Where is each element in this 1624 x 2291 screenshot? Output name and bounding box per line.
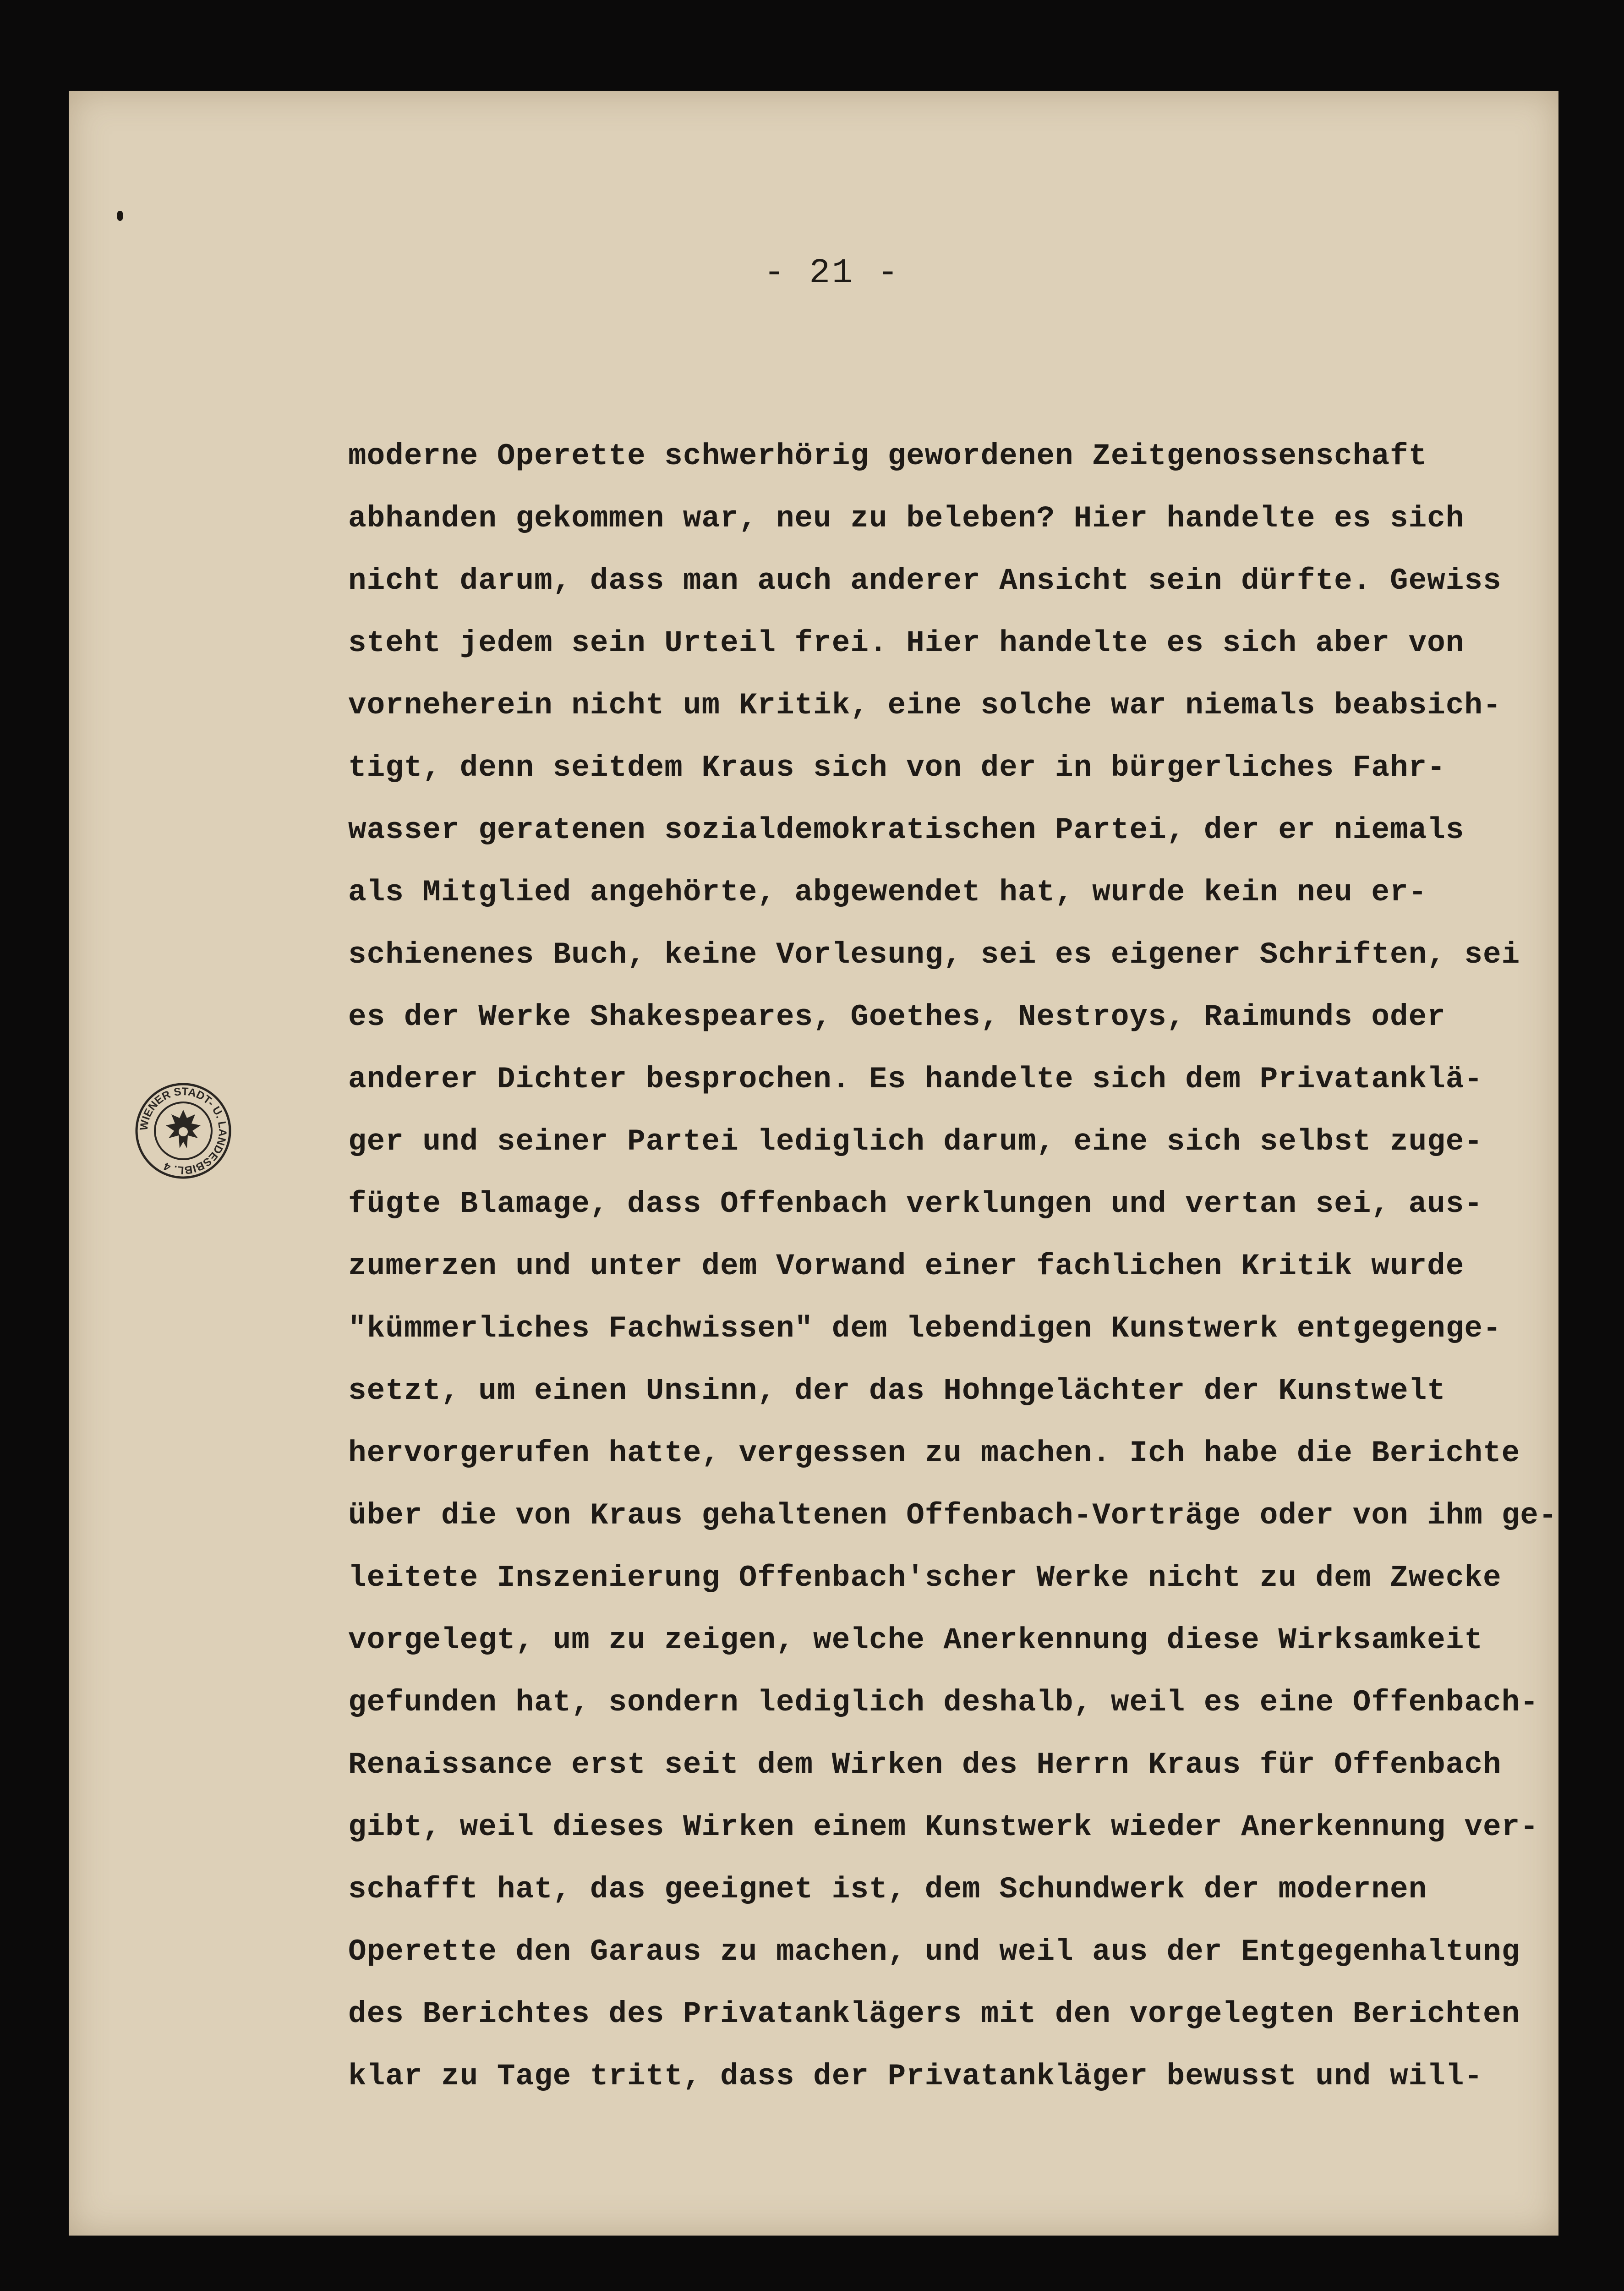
- text-line: ger und seiner Partei lediglich darum, eine sich selbst zuge-: [348, 1124, 1483, 1159]
- text-line: gibt, weil dieses Wirken einem Kunstwerk wieder Anerkennung ver-: [348, 1810, 1539, 1844]
- text-line: des Berichtes des Privatanklägers mit den vorgelegten Berichten: [348, 1997, 1520, 2031]
- text-line: es der Werke Shakespeares, Goethes, Nestroys, Raimunds oder: [348, 1000, 1446, 1034]
- text-line: Operette den Garaus zu machen, und weil aus der Entgegenhaltung: [348, 1935, 1520, 1969]
- text-line: steht jedem sein Urteil frei. Hier handelte es sich aber von: [348, 626, 1465, 660]
- text-line: schafft hat, das geeignet ist, dem Schundwerk der modernen: [348, 1872, 1427, 1907]
- text-line: als Mitglied angehörte, abgewendet hat, wurde kein neu er-: [348, 875, 1427, 910]
- text-line: vorgelegt, um zu zeigen, welche Anerkennung diese Wirksamkeit: [348, 1623, 1483, 1657]
- text-line: über die von Kraus gehaltenen Offenbach-Vorträge oder von ihm ge-: [348, 1498, 1558, 1533]
- eagle-emblem-icon: [166, 1110, 201, 1148]
- library-stamp: [134, 1081, 233, 1180]
- ink-mark: [117, 211, 123, 221]
- body-text: [348, 425, 1585, 2108]
- text-line: hervorgerufen hatte, vergessen zu machen. Ich habe die Berichte: [348, 1436, 1520, 1470]
- text-line: nicht darum, dass man auch anderer Ansicht sein dürfte. Gewiss: [348, 564, 1502, 598]
- text-line: klar zu Tage tritt, dass der Privatankläger bewusst und will-: [348, 2059, 1483, 2094]
- text-line: setzt, um einen Unsinn, der das Hohngelächter der Kunstwelt: [348, 1374, 1446, 1408]
- text-line: Renaissance erst seit dem Wirken des Herrn Kraus für Offenbach: [348, 1748, 1502, 1782]
- text-line: "kümmerliches Fachwissen" dem lebendigen Kunstwerk entgegenge-: [348, 1311, 1502, 1346]
- text-line: abhanden gekommen war, neu zu beleben? Hier handelte es sich: [348, 501, 1465, 536]
- text-line: wasser geratenen sozialdemokratischen Partei, der er niemals: [348, 813, 1465, 847]
- text-line: vorneherein nicht um Kritik, eine solche war niemals beabsich-: [348, 688, 1502, 723]
- text-line: anderer Dichter besprochen. Es handelte sich dem Privatanklä-: [348, 1062, 1483, 1096]
- text-line: tigt, denn seitdem Kraus sich von der in bürgerliches Fahr-: [348, 751, 1446, 785]
- page-number: - 21 -: [764, 253, 900, 293]
- text-line: zumerzen und unter dem Vorwand einer fachlichen Kritik wurde: [348, 1249, 1465, 1283]
- text-line: schienenes Buch, keine Vorlesung, sei es eigener Schriften, sei: [348, 937, 1520, 972]
- text-line: moderne Operette schwerhörig gewordenen Zeitgenossenschaft: [348, 439, 1427, 473]
- stamp-text: WIENER STADT- U. LANDESBIBL. 4: [137, 1085, 229, 1177]
- text-line: gefunden hat, sondern lediglich deshalb, weil es eine Offenbach-: [348, 1685, 1539, 1720]
- text-line: fügte Blamage, dass Offenbach verklungen und vertan sei, aus-: [348, 1187, 1483, 1221]
- text-line: leitete Inszenierung Offenbach'scher Werke nicht zu dem Zwecke: [348, 1561, 1502, 1595]
- document-page: [69, 91, 1558, 2236]
